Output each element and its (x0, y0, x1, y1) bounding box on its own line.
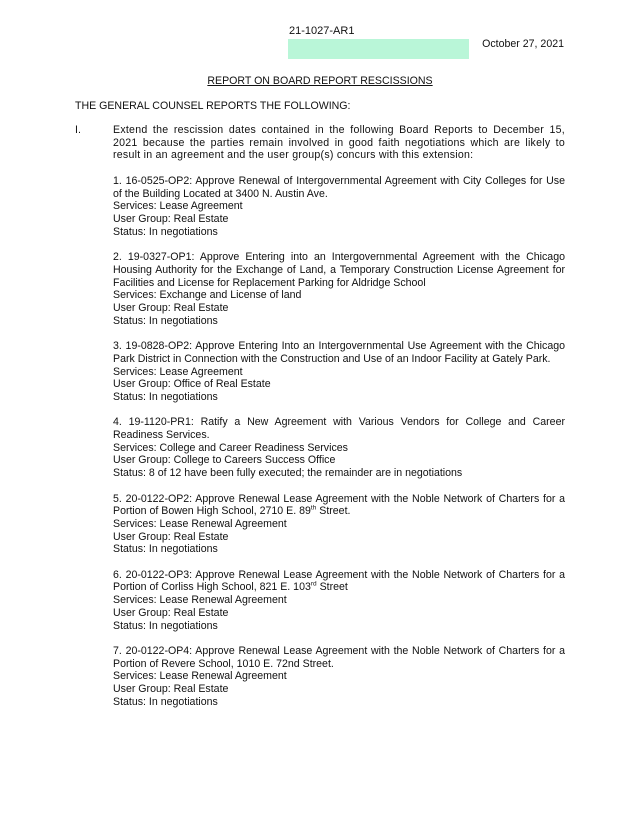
item-status: Status: In negotiations (113, 390, 218, 403)
item-services: Services: Lease Renewal Agreement (113, 594, 287, 607)
item-description-tail: Street. (316, 505, 351, 518)
item-status: Status: In negotiations (113, 695, 218, 708)
item-description: 7. 20-0122-OP4: Approve Renewal Lease Agreement with the Noble Network of Charters for a Portion of Revere School, 1010 E. 72nd Street. (113, 644, 565, 670)
item-services: Services: Lease Agreement (113, 365, 243, 378)
item-user-group: User Group: Real Estate (113, 213, 229, 226)
report-id: 21-1027-AR1 (289, 25, 355, 37)
item-status: Status: In negotiations (113, 543, 218, 556)
list-item (113, 569, 565, 633)
item-user-group: User Group: College to Careers Success Office (113, 454, 336, 467)
list-item (113, 645, 565, 709)
item-description (113, 569, 565, 594)
item-description: 3. 19-0828-OP2: Approve Entering Into an Intergovernmental Use Agreement with the Chicago Park District in Connection with the Construction and Use of an Indoor Facility at Gately Park. (113, 340, 565, 365)
list-item (113, 175, 565, 239)
item-description: 2. 19-0327-OP1: Approve Entering into an Intergovernmental Agreement with the Chicago Housing Authority for the Exchange of Land, a Temporary Construction License Agreement for Facilities and License for Replacement Parking for Aldridge School (113, 251, 565, 289)
item-description: 4. 19-1120-PR1: Ratify a New Agreement with Various Vendors for College and Career Readiness Services. (113, 416, 565, 442)
item-user-group: User Group: Real Estate (113, 606, 229, 619)
item-user-group: User Group: Real Estate (113, 302, 229, 315)
list-item (113, 416, 565, 480)
item-services: Services: Exchange and License of land (113, 289, 302, 302)
item-status: Status: In negotiations (113, 225, 218, 238)
item-description-tail: Street (316, 581, 348, 594)
list-item (113, 251, 565, 327)
item-services: Services: Lease Agreement (113, 200, 243, 213)
item-user-group: User Group: Real Estate (113, 683, 229, 696)
ordinal-suffix: th (310, 504, 317, 512)
item-services: Services: College and Career Readiness Services (113, 441, 348, 454)
item-description (113, 493, 565, 518)
item-status: Status: In negotiations (113, 619, 218, 632)
item-description-text: 6. 20-0122-OP3: Approve Renewal Lease Agreement with the Noble Network of Charters for a Portion of Corliss High School, 821 E. 103 (113, 568, 565, 594)
board-report-list (113, 175, 565, 721)
item-user-group: User Group: Real Estate (113, 530, 229, 543)
item-description-text: 5. 20-0122-OP2: Approve Renewal Lease Agreement with the Noble Network of Charters for a Portion of Bowen High School, 2710 E. 89 (113, 492, 565, 518)
item-status: Status: In negotiations (113, 314, 218, 327)
item-status: Status: 8 of 12 have been fully executed; the remainder are in negotiations (113, 467, 463, 480)
highlight-bar (288, 39, 469, 59)
ordinal-suffix: rd (310, 580, 317, 588)
list-item (113, 493, 565, 557)
intro-line: THE GENERAL COUNSEL REPORTS THE FOLLOWING: (75, 100, 351, 112)
item-description: 1. 16-0525-OP2: Approve Renewal of Intergovernmental Agreement with City Colleges for Use of the Building Located at 3400 N. Austin Ave. (113, 175, 565, 200)
page-title: REPORT ON BOARD REPORT RESCISSIONS (207, 75, 433, 87)
list-item (113, 340, 565, 404)
section-text: Extend the rescission dates contained in the following Board Reports to December 15, 2021 because the parties remain involved in good faith negotiations which are likely to result in an agreement and the user group(s) concurs with this extension: (113, 124, 565, 162)
item-services: Services: Lease Renewal Agreement (113, 517, 287, 530)
section-numeral: I. (75, 124, 81, 136)
item-services: Services: Lease Renewal Agreement (113, 670, 287, 683)
report-date: October 27, 2021 (482, 38, 564, 50)
item-user-group: User Group: Office of Real Estate (113, 378, 271, 391)
